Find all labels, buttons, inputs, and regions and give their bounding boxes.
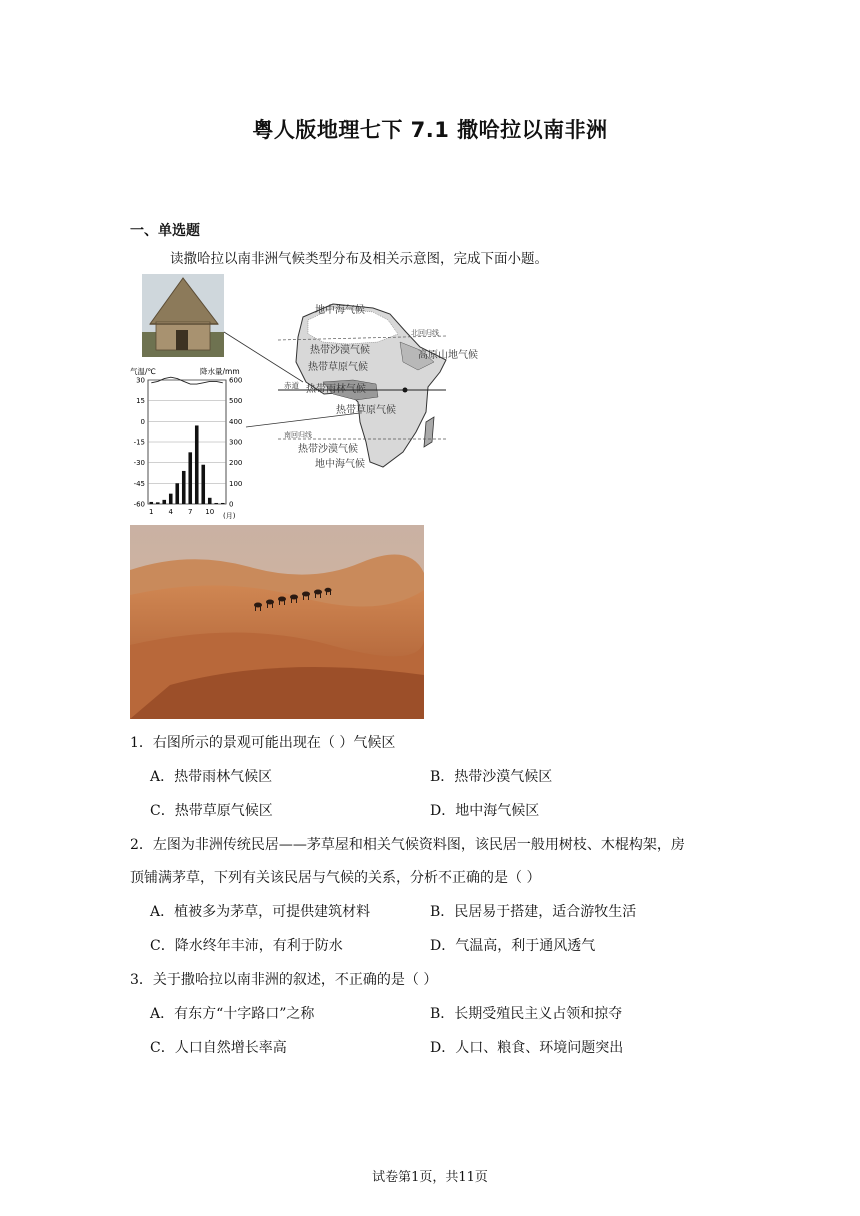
left-tick-label: 30 <box>136 376 145 385</box>
x-tick-label: 4 <box>168 508 173 516</box>
label-rainforest: 热带雨林气候 <box>306 384 366 395</box>
right-tick-label: 0 <box>229 500 234 509</box>
q3-option-c: C．人口自然增长率高 <box>150 1040 287 1056</box>
precip-bar <box>175 483 179 504</box>
label-med-north: 地中海气候 <box>315 305 365 316</box>
label-savanna-north: 热带草原气候 <box>308 362 368 373</box>
precip-bar <box>149 502 153 504</box>
precip-bar <box>208 498 212 504</box>
section-heading: 一、单选题 <box>130 223 200 239</box>
x-tick-label: 10 <box>205 508 215 516</box>
left-tick-label: 0 <box>140 417 145 426</box>
question-2-stem-line2: 顶铺满茅草，下列有关该民居与气候的关系，分析不正确的是（ ） <box>130 870 541 886</box>
q2-option-d: D．气温高，利于通风透气 <box>430 938 596 954</box>
q3-option-d: D．人口、粮食、环境问题突出 <box>430 1040 624 1056</box>
left-tick-label: 15 <box>136 397 145 406</box>
madagascar <box>424 417 434 447</box>
month-unit-label: (月) <box>223 512 236 520</box>
label-desert-south: 热带沙漠气候 <box>298 444 358 455</box>
figure-svg <box>128 272 508 522</box>
right-tick-label: 200 <box>229 459 243 468</box>
desert-photo <box>130 525 424 719</box>
climate-chart <box>130 366 242 520</box>
label-desert-north: 热带沙漠气候 <box>310 345 370 356</box>
precip-bar <box>221 503 225 504</box>
intro-text: 读撒哈拉以南非洲气候类型分布及相关示意图，完成下面小题。 <box>170 251 548 267</box>
question-3-stem: 3．关于撒哈拉以南非洲的叙述，不正确的是（ ） <box>130 972 438 988</box>
right-tick-label: 100 <box>229 479 243 488</box>
temperature-curve <box>151 377 223 384</box>
temp-axis-label: 气温/℃ <box>130 367 156 376</box>
precip-axis-label: 降水量/mm <box>200 367 240 376</box>
q1-option-b: B．热带沙漠气候区 <box>430 769 553 785</box>
q1-option-c: C．热带草原气候区 <box>150 803 273 819</box>
precip-bar <box>188 452 192 504</box>
climate-figure <box>128 272 508 522</box>
africa-map <box>278 303 478 470</box>
x-tick-label: 7 <box>188 508 193 516</box>
question-2-stem-line1: 2．左图为非洲传统民居——茅草屋和相关气候资料图，该民居一般用树枝、木棍构架，房 <box>130 837 685 853</box>
label-tropic-north: 北回归线 <box>411 329 439 337</box>
label-plateau: 高原山地气候 <box>418 350 478 361</box>
left-tick-label: -45 <box>133 479 145 488</box>
precip-bar <box>162 500 166 504</box>
label-equator: 赤道 <box>284 381 299 390</box>
page-title: 粤人版地理七下 7.1 撒哈拉以南非洲 <box>252 118 608 142</box>
right-tick-label: 600 <box>229 376 243 385</box>
left-tick-label: -60 <box>133 500 145 509</box>
precip-bar <box>156 502 160 504</box>
precip-bar <box>169 494 173 504</box>
label-tropic-south: 南回归线 <box>284 431 312 439</box>
precip-bar <box>182 471 186 504</box>
question-1-stem: 1．右图所示的景观可能出现在（ ）气候区 <box>130 735 396 751</box>
q1-option-a: A．热带雨林气候区 <box>150 769 273 785</box>
precip-bar <box>195 425 199 504</box>
left-tick-label: -15 <box>133 438 145 447</box>
label-med-south: 地中海气候 <box>315 459 365 470</box>
q2-option-a: A．植被多为茅草，可提供建筑材料 <box>150 904 371 920</box>
q1-option-d: D．地中海气候区 <box>430 803 540 819</box>
q2-option-b: B．民居易于搭建，适合游牧生活 <box>430 904 637 920</box>
right-tick-label: 400 <box>229 417 243 426</box>
x-tick-label: 1 <box>149 508 154 516</box>
right-tick-label: 300 <box>229 438 243 447</box>
q3-option-a: A．有东方“十字路口”之称 <box>150 1006 315 1022</box>
label-savanna-south: 热带草原气候 <box>336 405 396 416</box>
hut-photo <box>142 274 224 357</box>
q2-option-c: C．降水终年丰沛，有利于防水 <box>150 938 343 954</box>
right-tick-label: 500 <box>229 397 243 406</box>
precip-bar <box>201 465 205 504</box>
precip-bar <box>214 503 218 504</box>
q3-option-b: B．长期受殖民主义占领和掠夺 <box>430 1006 623 1022</box>
left-tick-label: -30 <box>133 459 145 468</box>
page-footer: 试卷第1页，共11页 <box>372 1170 488 1185</box>
